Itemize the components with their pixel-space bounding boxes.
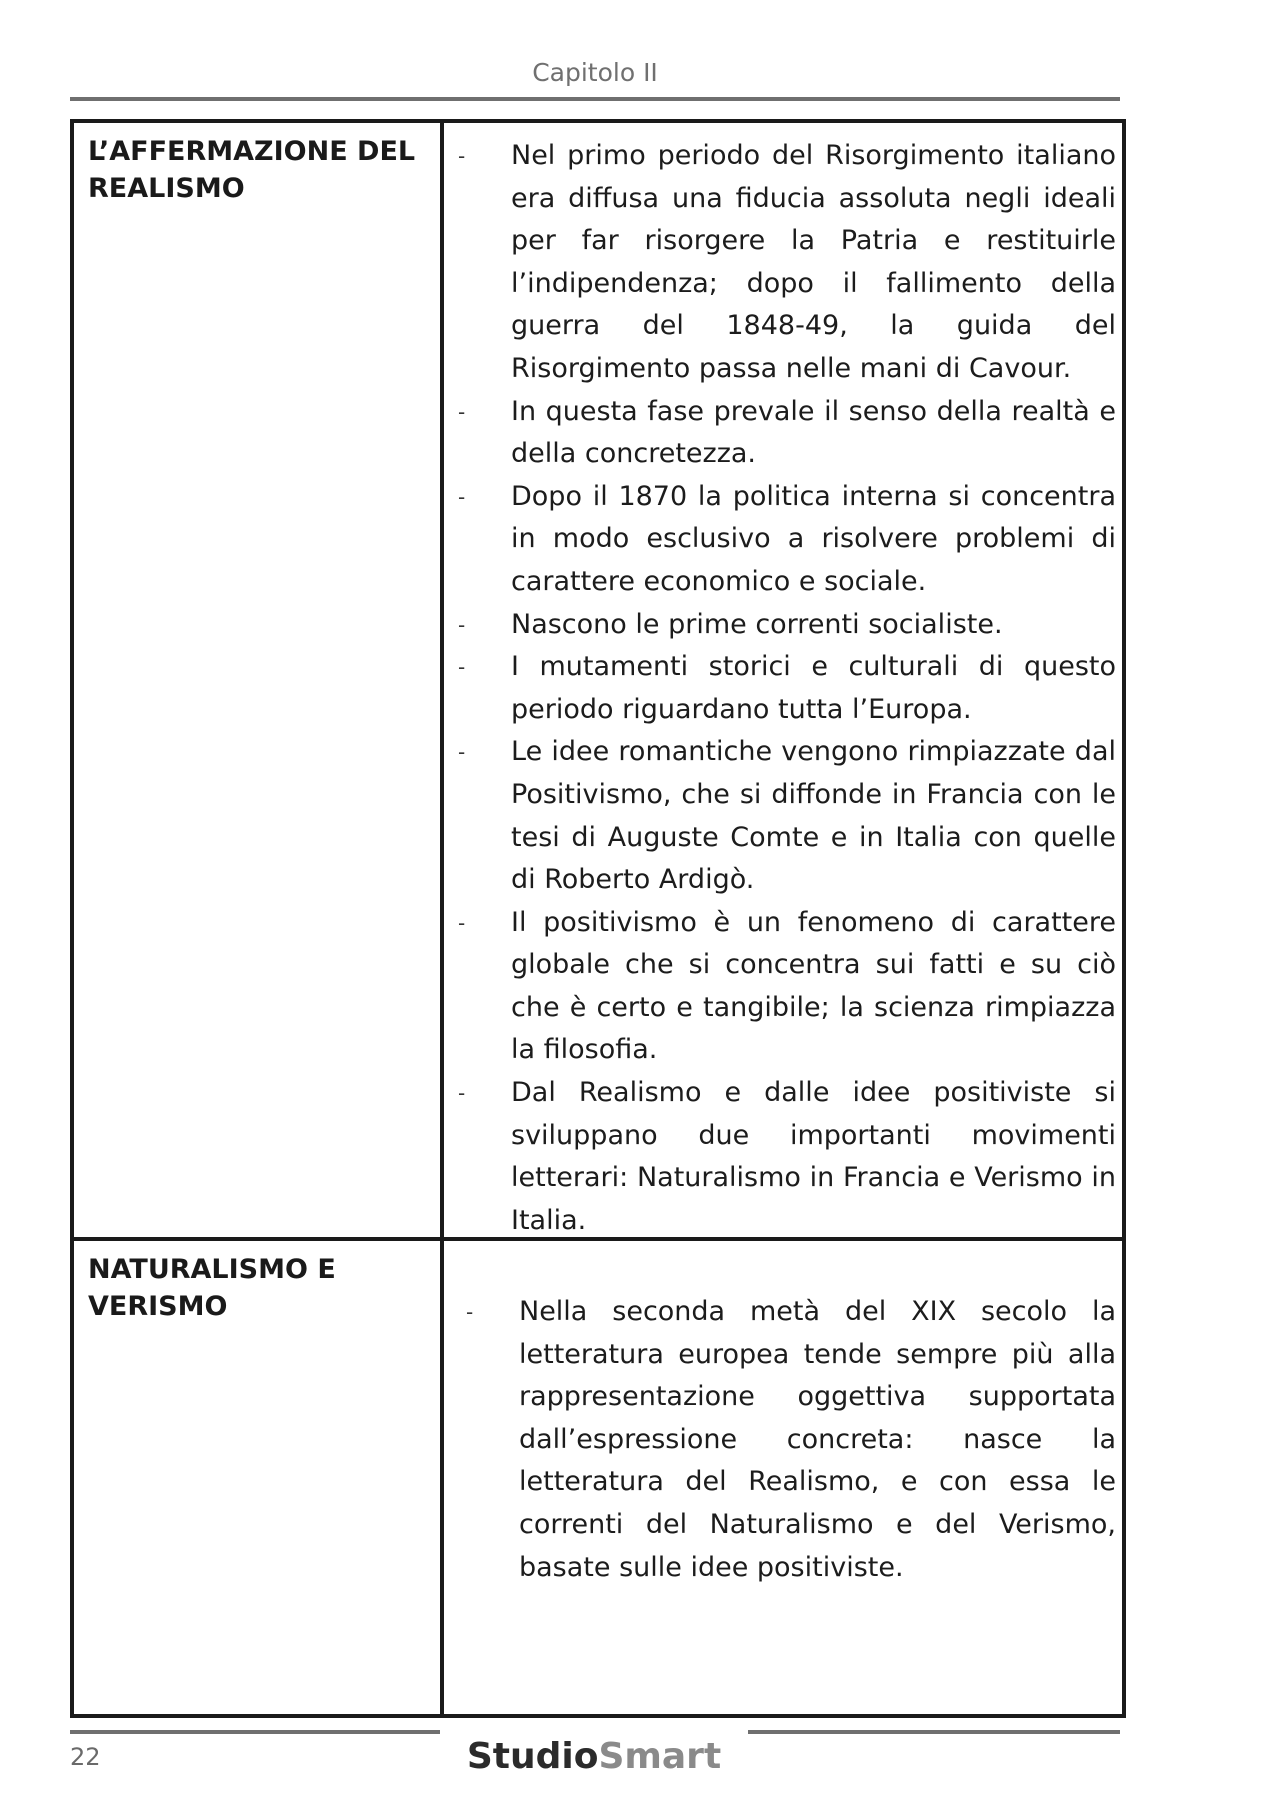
list-item bbox=[444, 646, 1122, 731]
topic-heading-line: VERISMO bbox=[88, 1291, 228, 1322]
list-item bbox=[444, 391, 1122, 476]
summary-table bbox=[70, 119, 1126, 1718]
bullet-list bbox=[444, 135, 1122, 1242]
bullet-marker: - bbox=[466, 1300, 474, 1324]
bullet-marker: - bbox=[458, 484, 466, 509]
bullet-marker: - bbox=[458, 910, 466, 935]
table-row bbox=[74, 1241, 1122, 1714]
brand-logo-part2: Smart bbox=[598, 1736, 722, 1777]
topic-heading-line: REALISMO bbox=[88, 173, 245, 204]
topic-cell bbox=[74, 123, 444, 1237]
list-item-text: Nel primo periodo del Risorgimento italiano era diffusa una fiducia assoluta negli ideali per far risorgere la Patria e restituirle l’indipendenza; dopo il fallimento della guerra del 1848-49, la guida del Risorgimento passa nelle mani di Cavour. bbox=[511, 140, 1116, 384]
list-item-text: Dopo il 1870 la politica interna si concentra in modo esclusivo a risolvere problemi di carattere economico e sociale. bbox=[511, 480, 1116, 597]
bullet-marker: - bbox=[458, 740, 466, 765]
bullet-marker: - bbox=[458, 612, 466, 637]
list-item bbox=[444, 476, 1122, 604]
bullet-marker: - bbox=[458, 655, 466, 680]
topic-cell bbox=[74, 1241, 444, 1714]
list-item-text: In questa fase prevale il senso della realtà e della concretezza. bbox=[511, 395, 1116, 470]
bullet-marker: - bbox=[458, 1081, 466, 1106]
bullet-list bbox=[444, 1291, 1122, 1589]
list-item-text: Nella seconda metà del XIX secolo la letteratura europea tende sempre più alla rappresentazione oggettiva supportata dall’espressione concreta: nasce la letteratura del Realismo, e con essa le correnti del Naturalismo e del Verismo, basate sulle idee positiviste. bbox=[519, 1296, 1116, 1583]
footer-divider-right bbox=[748, 1730, 1120, 1734]
list-item-text: I mutamenti storici e culturali di questo periodo riguardano tutta l’Europa. bbox=[511, 651, 1116, 725]
brand-logo bbox=[440, 1736, 748, 1777]
list-item-text: Dal Realismo e dalle idee positiviste si sviluppano due importanti movimenti letterari: Naturalismo in Francia e Verismo in Italia. bbox=[511, 1077, 1116, 1236]
list-item bbox=[444, 731, 1122, 901]
brand-logo-part1: Studio bbox=[466, 1736, 599, 1777]
list-item bbox=[444, 902, 1122, 1072]
list-item bbox=[444, 1072, 1122, 1242]
bullet-marker: - bbox=[458, 399, 466, 424]
list-item bbox=[444, 135, 1122, 391]
page-number: 22 bbox=[70, 1743, 101, 1771]
list-item-text: Il positivismo è un fenomeno di carattere globale che si concentra sui fatti e su ciò che è certo e tangibile; la scienza rimpiazza la filosofia. bbox=[511, 906, 1116, 1066]
topic-heading bbox=[88, 1251, 428, 1325]
list-item bbox=[444, 1291, 1122, 1589]
table-row bbox=[74, 123, 1122, 1241]
footer-divider-left bbox=[70, 1730, 440, 1734]
header-divider bbox=[70, 97, 1120, 101]
list-item-text: Le idee romantiche vengono rimpiazzate dal Positivismo, che si diffonde in Francia con le tesi di Auguste Comte e in Italia con quelle di Roberto Ardigò. bbox=[511, 736, 1116, 896]
chapter-title: Capitolo II bbox=[532, 58, 658, 87]
content-cell bbox=[444, 123, 1122, 1237]
bullet-marker: - bbox=[458, 144, 466, 168]
content-cell bbox=[444, 1241, 1122, 1714]
topic-heading-line: NATURALISMO E bbox=[88, 1254, 336, 1285]
topic-heading-line: L’AFFERMAZIONE DEL bbox=[88, 136, 416, 167]
list-item-text: Nascono le prime correnti socialiste. bbox=[511, 608, 1003, 640]
list-item bbox=[444, 604, 1122, 647]
topic-heading bbox=[88, 133, 428, 207]
